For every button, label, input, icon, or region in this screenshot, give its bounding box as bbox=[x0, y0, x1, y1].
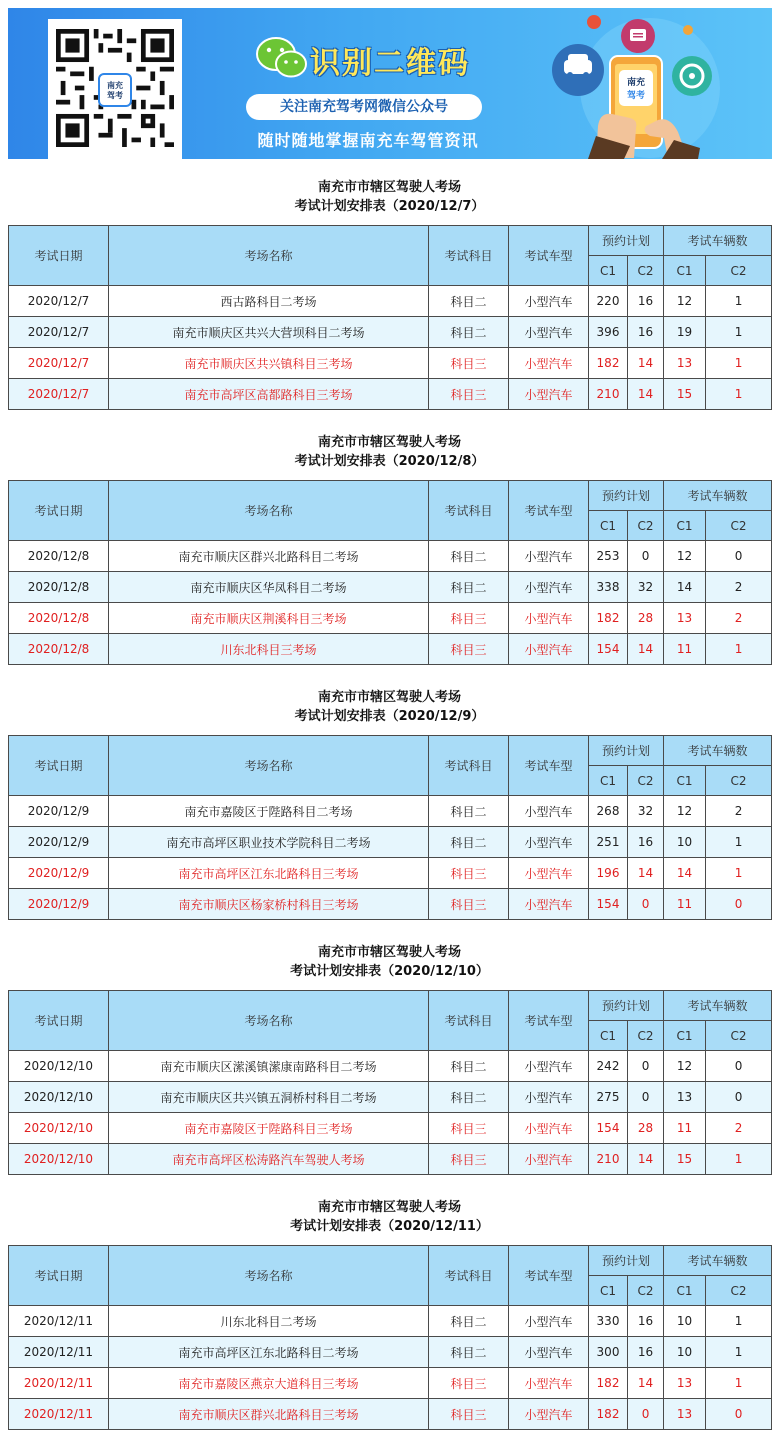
cell-venue: 南充市顺庆区群兴北路科目三考场 bbox=[109, 1399, 429, 1430]
table-row bbox=[9, 1306, 772, 1337]
cell-venue: 西古路科目二考场 bbox=[109, 286, 429, 317]
table-row bbox=[9, 1082, 772, 1113]
cell-cars-c2: 1 bbox=[706, 827, 772, 858]
cell-date: 2020/12/7 bbox=[9, 348, 109, 379]
table-row bbox=[9, 603, 772, 634]
header-plan-c1: C1 bbox=[589, 256, 628, 286]
cell-plan-c1: 210 bbox=[589, 1144, 628, 1175]
section-heading bbox=[8, 1198, 771, 1236]
cell-cars-c2: 1 bbox=[706, 1368, 772, 1399]
cell-cars-c1: 12 bbox=[664, 1051, 706, 1082]
header-subject: 考试科目 bbox=[429, 991, 509, 1051]
cell-vehicle: 小型汽车 bbox=[509, 889, 589, 920]
cell-subject: 科目三 bbox=[429, 379, 509, 410]
header-plan-c1: C1 bbox=[589, 511, 628, 541]
header-vehicle: 考试车型 bbox=[509, 736, 589, 796]
cell-plan-c2: 32 bbox=[628, 572, 664, 603]
table-row bbox=[9, 1337, 772, 1368]
cell-cars-c2: 2 bbox=[706, 796, 772, 827]
header-plan-group: 预约计划 bbox=[589, 991, 664, 1021]
header-date: 考试日期 bbox=[9, 1246, 109, 1306]
cell-plan-c2: 14 bbox=[628, 348, 664, 379]
header-plan-group: 预约计划 bbox=[589, 1246, 664, 1276]
cell-venue: 南充市顺庆区群兴北路科目二考场 bbox=[109, 541, 429, 572]
header-vehicle: 考试车型 bbox=[509, 991, 589, 1051]
cell-plan-c1: 154 bbox=[589, 889, 628, 920]
cell-plan-c1: 154 bbox=[589, 634, 628, 665]
cell-plan-c1: 242 bbox=[589, 1051, 628, 1082]
cell-subject: 科目二 bbox=[429, 572, 509, 603]
cell-plan-c2: 16 bbox=[628, 1337, 664, 1368]
cell-plan-c1: 182 bbox=[589, 348, 628, 379]
cell-plan-c2: 14 bbox=[628, 1368, 664, 1399]
cell-vehicle: 小型汽车 bbox=[509, 1113, 589, 1144]
table-row bbox=[9, 541, 772, 572]
cell-cars-c2: 0 bbox=[706, 541, 772, 572]
cell-subject: 科目三 bbox=[429, 858, 509, 889]
cell-cars-c2: 1 bbox=[706, 348, 772, 379]
cell-subject: 科目三 bbox=[429, 1368, 509, 1399]
cell-date: 2020/12/9 bbox=[9, 827, 109, 858]
cell-plan-c2: 0 bbox=[628, 541, 664, 572]
table-header-row bbox=[9, 991, 772, 1021]
cell-vehicle: 小型汽车 bbox=[509, 1337, 589, 1368]
cell-plan-c2: 16 bbox=[628, 317, 664, 348]
cell-venue: 南充市顺庆区杨家桥村科目三考场 bbox=[109, 889, 429, 920]
cell-vehicle: 小型汽车 bbox=[509, 541, 589, 572]
cell-date: 2020/12/10 bbox=[9, 1082, 109, 1113]
cell-plan-c2: 16 bbox=[628, 1306, 664, 1337]
cell-plan-c1: 220 bbox=[589, 286, 628, 317]
header-cars-c1: C1 bbox=[664, 766, 706, 796]
cell-cars-c1: 15 bbox=[664, 1144, 706, 1175]
section-title: 南充市市辖区驾驶人考场 bbox=[317, 435, 461, 450]
header-venue: 考场名称 bbox=[109, 226, 429, 286]
header-plan-c1: C1 bbox=[589, 766, 628, 796]
cell-vehicle: 小型汽车 bbox=[509, 317, 589, 348]
table-row bbox=[9, 827, 772, 858]
cell-vehicle: 小型汽车 bbox=[509, 1051, 589, 1082]
cell-subject: 科目二 bbox=[429, 286, 509, 317]
header-cars-c1: C1 bbox=[664, 511, 706, 541]
cell-plan-c2: 14 bbox=[628, 634, 664, 665]
cell-subject: 科目三 bbox=[429, 889, 509, 920]
phone-illustration bbox=[538, 8, 772, 159]
cell-plan-c2: 0 bbox=[628, 889, 664, 920]
cell-venue: 川东北科目三考场 bbox=[109, 634, 429, 665]
banner-title: 识别二维码 bbox=[310, 46, 470, 81]
cell-cars-c1: 11 bbox=[664, 1113, 706, 1144]
table-row bbox=[9, 1113, 772, 1144]
cell-plan-c2: 32 bbox=[628, 796, 664, 827]
schedule-table bbox=[8, 1245, 772, 1430]
header-cars-c2: C2 bbox=[706, 766, 772, 796]
qr-logo bbox=[98, 73, 132, 107]
cell-plan-c1: 182 bbox=[589, 1368, 628, 1399]
header-cars-c1: C1 bbox=[664, 1276, 706, 1306]
cell-cars-c2: 0 bbox=[706, 1051, 772, 1082]
schedule-section bbox=[8, 1198, 771, 1430]
table-row bbox=[9, 796, 772, 827]
cell-cars-c1: 13 bbox=[664, 603, 706, 634]
cell-venue: 川东北科目二考场 bbox=[109, 1306, 429, 1337]
header-cars-group: 考试车辆数 bbox=[664, 226, 772, 256]
header-venue: 考场名称 bbox=[109, 481, 429, 541]
cell-subject: 科目三 bbox=[429, 1144, 509, 1175]
header-plan-c2: C2 bbox=[628, 511, 664, 541]
table-row bbox=[9, 1368, 772, 1399]
cell-venue: 南充市高坪区松涛路汽车驾驶人考场 bbox=[109, 1144, 429, 1175]
section-heading bbox=[8, 688, 771, 726]
header-vehicle: 考试车型 bbox=[509, 1246, 589, 1306]
schedule-table bbox=[8, 225, 772, 410]
cell-plan-c2: 28 bbox=[628, 1113, 664, 1144]
cell-plan-c1: 251 bbox=[589, 827, 628, 858]
cell-subject: 科目二 bbox=[429, 1082, 509, 1113]
table-row bbox=[9, 379, 772, 410]
cell-plan-c1: 182 bbox=[589, 1399, 628, 1430]
header-subject: 考试科目 bbox=[429, 1246, 509, 1306]
banner-follow-pill: 关注南充驾考网微信公众号 bbox=[246, 94, 482, 120]
cell-vehicle: 小型汽车 bbox=[509, 1399, 589, 1430]
table-row bbox=[9, 572, 772, 603]
cell-plan-c1: 154 bbox=[589, 1113, 628, 1144]
table-header-row bbox=[9, 1246, 772, 1276]
cell-vehicle: 小型汽车 bbox=[509, 348, 589, 379]
cell-date: 2020/12/11 bbox=[9, 1399, 109, 1430]
cell-cars-c1: 12 bbox=[664, 286, 706, 317]
cell-subject: 科目三 bbox=[429, 634, 509, 665]
cell-date: 2020/12/11 bbox=[9, 1368, 109, 1399]
cell-date: 2020/12/10 bbox=[9, 1051, 109, 1082]
cell-vehicle: 小型汽车 bbox=[509, 827, 589, 858]
section-title: 南充市市辖区驾驶人考场 bbox=[317, 180, 461, 195]
cell-cars-c1: 19 bbox=[664, 317, 706, 348]
phone-logo-line1: 南充 bbox=[626, 78, 646, 88]
cell-vehicle: 小型汽车 bbox=[509, 286, 589, 317]
section-heading bbox=[8, 178, 771, 216]
cell-subject: 科目三 bbox=[429, 348, 509, 379]
cell-subject: 科目二 bbox=[429, 827, 509, 858]
cell-cars-c2: 1 bbox=[706, 858, 772, 889]
cell-vehicle: 小型汽车 bbox=[509, 796, 589, 827]
header-cars-group: 考试车辆数 bbox=[664, 1246, 772, 1276]
table-header-row bbox=[9, 481, 772, 511]
schedule-section bbox=[8, 433, 771, 665]
header-date: 考试日期 bbox=[9, 226, 109, 286]
table-row bbox=[9, 317, 772, 348]
cell-plan-c1: 330 bbox=[589, 1306, 628, 1337]
cell-date: 2020/12/10 bbox=[9, 1144, 109, 1175]
header-plan-c2: C2 bbox=[628, 256, 664, 286]
section-heading bbox=[8, 433, 771, 471]
section-heading bbox=[8, 943, 771, 981]
phone-logo-line2: 驾考 bbox=[626, 91, 646, 101]
header-date: 考试日期 bbox=[9, 991, 109, 1051]
header-cars-c2: C2 bbox=[706, 1276, 772, 1306]
cell-cars-c2: 2 bbox=[706, 1113, 772, 1144]
table-row bbox=[9, 889, 772, 920]
section-subtitle: 考试计划安排表（2020/12/8） bbox=[294, 454, 485, 469]
header-venue: 考场名称 bbox=[109, 1246, 429, 1306]
cell-cars-c1: 13 bbox=[664, 1082, 706, 1113]
cell-date: 2020/12/8 bbox=[9, 603, 109, 634]
cell-cars-c1: 10 bbox=[664, 827, 706, 858]
schedule-table bbox=[8, 735, 772, 920]
cell-subject: 科目三 bbox=[429, 1399, 509, 1430]
cell-plan-c1: 275 bbox=[589, 1082, 628, 1113]
cell-date: 2020/12/9 bbox=[9, 858, 109, 889]
cell-plan-c1: 300 bbox=[589, 1337, 628, 1368]
cell-date: 2020/12/9 bbox=[9, 796, 109, 827]
cell-venue: 南充市顺庆区共兴大营坝科目二考场 bbox=[109, 317, 429, 348]
cell-cars-c1: 12 bbox=[664, 796, 706, 827]
cell-venue: 南充市顺庆区共兴镇五洞桥村科目二考场 bbox=[109, 1082, 429, 1113]
cell-plan-c2: 14 bbox=[628, 858, 664, 889]
cell-plan-c2: 14 bbox=[628, 379, 664, 410]
cell-cars-c2: 1 bbox=[706, 634, 772, 665]
header-plan-c2: C2 bbox=[628, 1021, 664, 1051]
cell-cars-c1: 10 bbox=[664, 1337, 706, 1368]
cell-date: 2020/12/7 bbox=[9, 379, 109, 410]
cell-date: 2020/12/9 bbox=[9, 889, 109, 920]
header-cars-c1: C1 bbox=[664, 1021, 706, 1051]
cell-vehicle: 小型汽车 bbox=[509, 1368, 589, 1399]
header-date: 考试日期 bbox=[9, 736, 109, 796]
header-plan-group: 预约计划 bbox=[589, 226, 664, 256]
schedule-table bbox=[8, 990, 772, 1175]
cell-plan-c1: 210 bbox=[589, 379, 628, 410]
header-cars-c2: C2 bbox=[706, 511, 772, 541]
cell-plan-c2: 0 bbox=[628, 1051, 664, 1082]
table-row bbox=[9, 1051, 772, 1082]
cell-cars-c1: 13 bbox=[664, 1368, 706, 1399]
cell-date: 2020/12/11 bbox=[9, 1337, 109, 1368]
cell-plan-c2: 16 bbox=[628, 827, 664, 858]
cell-cars-c1: 13 bbox=[664, 1399, 706, 1430]
cell-plan-c2: 14 bbox=[628, 1144, 664, 1175]
header-plan-c1: C1 bbox=[589, 1276, 628, 1306]
cell-date: 2020/12/7 bbox=[9, 286, 109, 317]
header-plan-c2: C2 bbox=[628, 766, 664, 796]
cell-vehicle: 小型汽车 bbox=[509, 1144, 589, 1175]
cell-cars-c1: 14 bbox=[664, 572, 706, 603]
cell-plan-c2: 0 bbox=[628, 1082, 664, 1113]
table-row bbox=[9, 858, 772, 889]
cell-cars-c2: 1 bbox=[706, 1337, 772, 1368]
header-plan-group: 预约计划 bbox=[589, 736, 664, 766]
cell-date: 2020/12/11 bbox=[9, 1306, 109, 1337]
table-row bbox=[9, 634, 772, 665]
header-cars-c2: C2 bbox=[706, 256, 772, 286]
cell-plan-c2: 0 bbox=[628, 1399, 664, 1430]
header-cars-group: 考试车辆数 bbox=[664, 991, 772, 1021]
cell-date: 2020/12/8 bbox=[9, 541, 109, 572]
header-cars-c2: C2 bbox=[706, 1021, 772, 1051]
cell-venue: 南充市顺庆区荆溪科目三考场 bbox=[109, 603, 429, 634]
cell-venue: 南充市高坪区职业技术学院科目二考场 bbox=[109, 827, 429, 858]
cell-venue: 南充市高坪区高都路科目三考场 bbox=[109, 379, 429, 410]
cell-cars-c1: 14 bbox=[664, 858, 706, 889]
cell-cars-c2: 0 bbox=[706, 889, 772, 920]
cell-vehicle: 小型汽车 bbox=[509, 858, 589, 889]
cell-venue: 南充市高坪区江东北路科目三考场 bbox=[109, 858, 429, 889]
cell-subject: 科目二 bbox=[429, 1306, 509, 1337]
table-row bbox=[9, 348, 772, 379]
cell-cars-c1: 11 bbox=[664, 634, 706, 665]
cell-venue: 南充市顺庆区共兴镇科目三考场 bbox=[109, 348, 429, 379]
cell-venue: 南充市顺庆区潆溪镇潆康南路科目二考场 bbox=[109, 1051, 429, 1082]
header-cars-group: 考试车辆数 bbox=[664, 736, 772, 766]
cell-plan-c1: 182 bbox=[589, 603, 628, 634]
section-subtitle: 考试计划安排表（2020/12/7） bbox=[294, 199, 485, 214]
cell-cars-c2: 1 bbox=[706, 286, 772, 317]
header-cars-c1: C1 bbox=[664, 256, 706, 286]
header-plan-group: 预约计划 bbox=[589, 481, 664, 511]
cell-cars-c2: 2 bbox=[706, 603, 772, 634]
qr-logo-line2: 驾考 bbox=[107, 91, 123, 100]
section-subtitle: 考试计划安排表（2020/12/9） bbox=[294, 709, 485, 724]
header-vehicle: 考试车型 bbox=[509, 226, 589, 286]
header-subject: 考试科目 bbox=[429, 481, 509, 541]
cell-date: 2020/12/10 bbox=[9, 1113, 109, 1144]
header-subject: 考试科目 bbox=[429, 226, 509, 286]
section-subtitle: 考试计划安排表（2020/12/11） bbox=[290, 1219, 489, 1234]
section-title: 南充市市辖区驾驶人考场 bbox=[317, 1200, 461, 1215]
cell-subject: 科目二 bbox=[429, 796, 509, 827]
schedule-section bbox=[8, 178, 771, 410]
header-venue: 考场名称 bbox=[109, 991, 429, 1051]
cell-plan-c1: 396 bbox=[589, 317, 628, 348]
section-title: 南充市市辖区驾驶人考场 bbox=[317, 945, 461, 960]
wechat-icon bbox=[256, 36, 308, 80]
cell-cars-c1: 13 bbox=[664, 348, 706, 379]
cell-vehicle: 小型汽车 bbox=[509, 379, 589, 410]
cell-venue: 南充市嘉陵区于陛路科目三考场 bbox=[109, 1113, 429, 1144]
qr-logo-line1: 南充 bbox=[107, 81, 123, 90]
cell-date: 2020/12/8 bbox=[9, 572, 109, 603]
cell-cars-c1: 11 bbox=[664, 889, 706, 920]
cell-plan-c1: 268 bbox=[589, 796, 628, 827]
cell-vehicle: 小型汽车 bbox=[509, 1082, 589, 1113]
section-title: 南充市市辖区驾驶人考场 bbox=[317, 690, 461, 705]
cell-plan-c2: 16 bbox=[628, 286, 664, 317]
banner-subtitle: 随时随地掌握南充车驾管资讯 bbox=[257, 131, 479, 150]
header-cars-group: 考试车辆数 bbox=[664, 481, 772, 511]
cell-venue: 南充市高坪区江东北路科目二考场 bbox=[109, 1337, 429, 1368]
cell-plan-c2: 28 bbox=[628, 603, 664, 634]
cell-date: 2020/12/7 bbox=[9, 317, 109, 348]
header-venue: 考场名称 bbox=[109, 736, 429, 796]
cell-venue: 南充市嘉陵区于陛路科目二考场 bbox=[109, 796, 429, 827]
table-header-row bbox=[9, 226, 772, 256]
cell-cars-c2: 1 bbox=[706, 1144, 772, 1175]
cell-subject: 科目三 bbox=[429, 1113, 509, 1144]
cell-cars-c2: 1 bbox=[706, 379, 772, 410]
cell-vehicle: 小型汽车 bbox=[509, 1306, 589, 1337]
table-row bbox=[9, 1399, 772, 1430]
cell-plan-c1: 196 bbox=[589, 858, 628, 889]
cell-cars-c2: 1 bbox=[706, 1306, 772, 1337]
qr-code[interactable] bbox=[48, 19, 182, 159]
table-header-row bbox=[9, 736, 772, 766]
cell-cars-c2: 0 bbox=[706, 1399, 772, 1430]
cell-vehicle: 小型汽车 bbox=[509, 572, 589, 603]
cell-subject: 科目二 bbox=[429, 1051, 509, 1082]
cell-subject: 科目二 bbox=[429, 541, 509, 572]
cell-venue: 南充市顺庆区华凤科目二考场 bbox=[109, 572, 429, 603]
schedule-section bbox=[8, 943, 771, 1175]
cell-plan-c1: 338 bbox=[589, 572, 628, 603]
cell-date: 2020/12/8 bbox=[9, 634, 109, 665]
cell-cars-c1: 15 bbox=[664, 379, 706, 410]
cell-cars-c2: 0 bbox=[706, 1082, 772, 1113]
header-date: 考试日期 bbox=[9, 481, 109, 541]
table-row bbox=[9, 1144, 772, 1175]
cell-plan-c1: 253 bbox=[589, 541, 628, 572]
cell-cars-c2: 1 bbox=[706, 317, 772, 348]
cell-cars-c1: 12 bbox=[664, 541, 706, 572]
header-plan-c2: C2 bbox=[628, 1276, 664, 1306]
cell-subject: 科目三 bbox=[429, 603, 509, 634]
wechat-banner[interactable] bbox=[8, 8, 772, 159]
cell-vehicle: 小型汽车 bbox=[509, 603, 589, 634]
schedule-table bbox=[8, 480, 772, 665]
cell-cars-c2: 2 bbox=[706, 572, 772, 603]
cell-vehicle: 小型汽车 bbox=[509, 634, 589, 665]
cell-cars-c1: 10 bbox=[664, 1306, 706, 1337]
header-plan-c1: C1 bbox=[589, 1021, 628, 1051]
table-row bbox=[9, 286, 772, 317]
section-subtitle: 考试计划安排表（2020/12/10） bbox=[290, 964, 489, 979]
header-subject: 考试科目 bbox=[429, 736, 509, 796]
header-vehicle: 考试车型 bbox=[509, 481, 589, 541]
cell-venue: 南充市嘉陵区燕京大道科目三考场 bbox=[109, 1368, 429, 1399]
schedule-section bbox=[8, 688, 771, 920]
cell-subject: 科目二 bbox=[429, 1337, 509, 1368]
cell-subject: 科目二 bbox=[429, 317, 509, 348]
